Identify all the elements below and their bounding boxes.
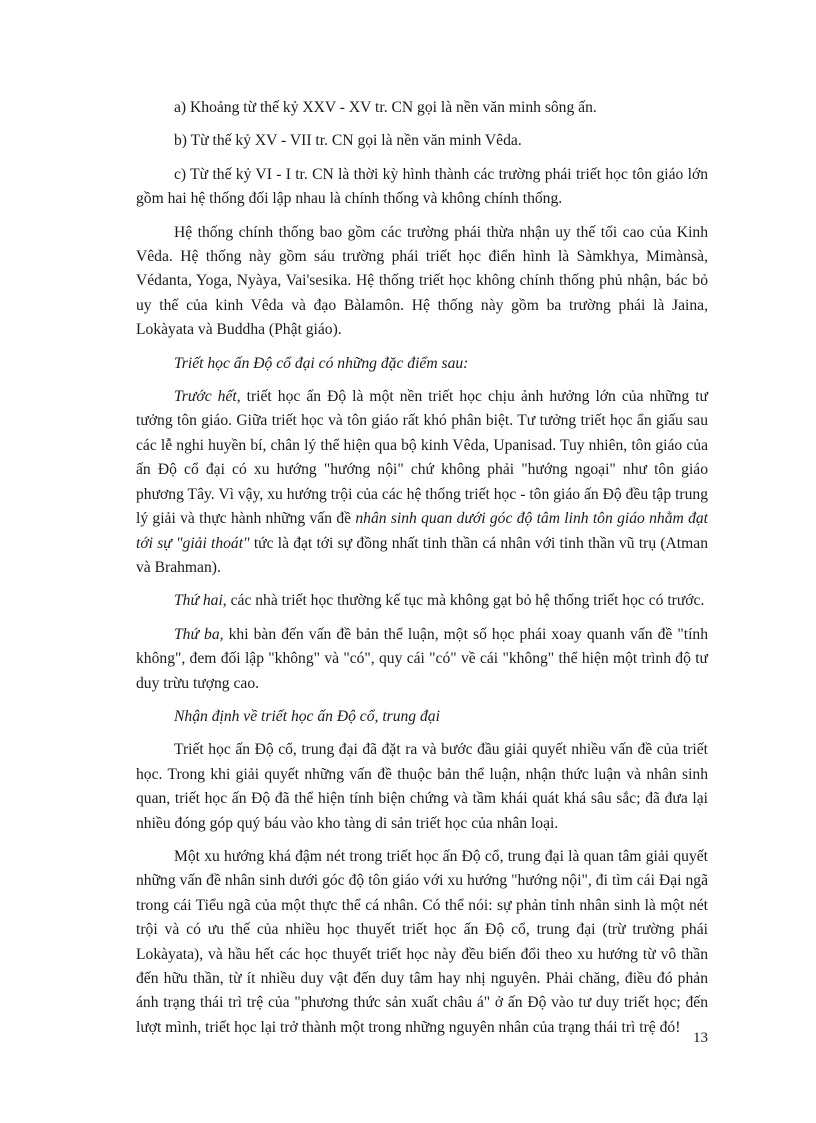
paragraph-second-characteristic [136, 589, 708, 613]
text-second: các nhà triết học thường kế tục mà không gạt bỏ hệ thống triết học có trước. [226, 592, 705, 610]
section-heading-assessment: Nhận định về triết học ấn Độ cổ, trung đại [174, 707, 440, 725]
lead-second: Thứ hai, [174, 592, 227, 610]
text-first-part1: , triết học ấn Độ là một nền triết học chịu ảnh hưởng lớn của những tư tưởng tôn giáo. Giữa triết học và tôn giáo rất khó phân biệt. Tư tưởng triết học ẩn giấu sau các lễ nghi huyền bí, chân lý thể hiện qua bộ kinh Vêda, Upanisad. Tuy nhiên, tôn giáo của ấn Độ cổ đại có xu hướng "hướng nội" chứ không phải "hướng ngoại" như tôn giáo phương Tây. Vì vậy, xu hướng trội của các hệ thống triết học - tôn giáo ấn Độ đều tập trung lý giải và thực hành những vấn đề [136, 388, 708, 528]
paragraph-first-characteristic [136, 385, 708, 580]
section-heading-characteristics: Triết học ấn Độ cổ đại có những đặc điểm sau: [174, 354, 469, 372]
emphasis-first: nhân sinh quan dưới góc độ tâm linh tôn giáo nhằm đạt tới sự "giải thoát" [136, 510, 708, 552]
paragraph-third-characteristic [136, 623, 708, 696]
lead-third: Thứ ba, [174, 625, 224, 643]
paragraph-period-a: a) Khoảng từ thế kỷ XXV - XV tr. CN gọi là nền văn minh sông ấn. [174, 99, 597, 116]
paragraph-period-c: c) Từ thế kỷ VI - I tr. CN là thời kỳ hình thành các trường phái triết học tôn giáo lớn gồm hai hệ thống đối lập nhau là chính thống và không chính thống. [136, 165, 708, 208]
page-number: 13 [693, 1030, 708, 1046]
paragraph-assessment-2: Một xu hướng khá đậm nét trong triết học ấn Độ cổ, trung đại là quan tâm giải quyết những vấn đề nhân sinh dưới góc độ tôn giáo với xu hướng "hướng nội", đi tìm cái Đại ngã trong cái Tiểu ngã của một thực thể cá nhân. Có thể nói: sự phản tỉnh nhân sinh là một nét trội và có ưu thế của nhiều học thuyết triết học ấn Độ cổ, trung đại (trừ trường phái Lokàyata), và hầu hết các học thuyết triết học này đều biến đổi theo xu hướng từ vô thần đến hữu thần, từ ít nhiều duy vật đến duy tâm hay nhị nguyên. Phải chăng, điều đó phản ánh trạng thái trì trệ của "phương thức sản xuất châu á" ở ấn Độ vào tư duy triết học; đến lượt mình, triết học lại trở thành một trong những nguyên nhân của trạng thái trì trệ đó! [136, 847, 708, 1036]
paragraph-assessment-1: Triết học ấn Độ cổ, trung đại đã đặt ra và bước đầu giải quyết nhiều vấn đề của triết học. Trong khi giải quyết những vấn đề thuộc bản thể luận, nhận thức luận và nhân sinh quan, triết học ấn Độ đã thể hiện tính biện chứng và tầm khái quát khá sâu sắc; đã đưa lại nhiều đóng góp quý báu vào kho tàng di sản triết học của nhân loại. [136, 741, 708, 832]
lead-first: Trước hết [174, 388, 237, 406]
text-first-part2: tức là đạt tới sự đồng nhất tinh thần cá nhân với tinh thần vũ trụ (Atman và Brahman). [136, 534, 708, 576]
text-third: khi bàn đến vấn đề bản thể luận, một số học phái xoay quanh vấn đề "tính không", đem đối lập "không" và "có", quy cái "có" về cái "không" thể hiện một trình độ tư duy trừu tượng cao. [136, 625, 708, 692]
paragraph-period-b: b) Từ thế kỷ XV - VII tr. CN gọi là nền văn minh Vêda. [174, 132, 522, 150]
paragraph-orthodox-systems: Hệ thống chính thống bao gồm các trường phái thừa nhận uy thế tối cao của Kinh Vêda. Hệ thống này gồm sáu trường phái triết học điển hình là Sàmkhya, Mimànsà, Védanta, Yoga, Nyàya, Vai'sesika. Hệ thống triết học không chính thống phủ nhận, bác bỏ uy thế của kinh Vêda và đạo Bàlamôn. Hệ thống này gồm ba trường phái là Jaina, Lokàyata và Buddha (Phật giáo). [136, 223, 708, 339]
